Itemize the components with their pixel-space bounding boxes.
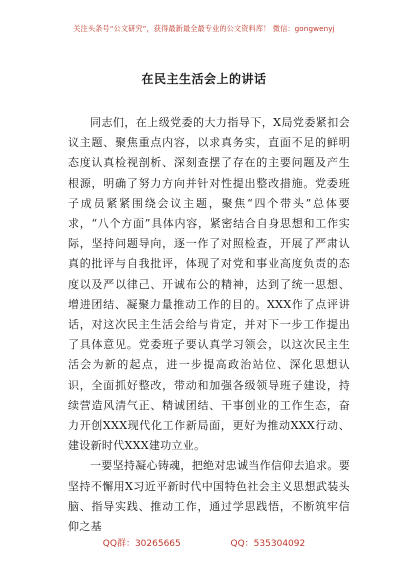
document-title: 在民主生活会上的讲话 <box>141 72 267 86</box>
footer-contact <box>0 536 408 549</box>
footer-qq-group: QQ群：30265665 <box>102 539 181 549</box>
paragraph-1: 同志们，在上级党委的大力指导下，X局党委紧扣会议主题、聚焦重点内容，以求真务实，直面不足的鲜明态度认真检视剖析、深刻查摆了存在的主要问题及产生根源，明确了努力方向并针对性提出整改措施。党委班子成员紧紧围绕会议主题，聚焦“四个带头”总体要求，“八个方面”具体内容，紧密结合自身思想和工作实际，坚持问题导向，逐一作了对照检查，开展了严肃认真的批评与自我批评，体现了对党和事业高度负责的态度以及严以律己、开诚布公的精神，达到了统一思想、增进团结、凝聚力量推动工作的目的。XXX作了点评讲话，对这次民主生活会给与肯定，并对下一步工作提出了具体意见。党委班子要认真学习领会，以这次民主生活会为新的起点，进一步提高政治站位、深化思想认识，全面抓好整改，带动和加强各级领导班子建设，持续营造风清气正、精诚团结、干事创业的工作生态，奋力开创XXX现代化工作新局面，更好为推动XXX行动、建设新时代XXX建功立业。 <box>68 116 350 453</box>
paragraph-2: 一要坚持凝心铸魂，把绝对忠诚当作信仰去追求。要坚持不懈用X习近平新时代中国特色社会主义思想武装头脑、指导实践、推动工作，通过学思践悟，不断筑牢信仰之基 <box>68 459 350 534</box>
header-banner: 关注头条号“公文研究”，获得最新最全最专业的公文资料库！ 微信：gongwenyj <box>73 24 335 33</box>
document-body <box>68 113 350 537</box>
footer-qq: QQ：535304092 <box>230 539 306 549</box>
